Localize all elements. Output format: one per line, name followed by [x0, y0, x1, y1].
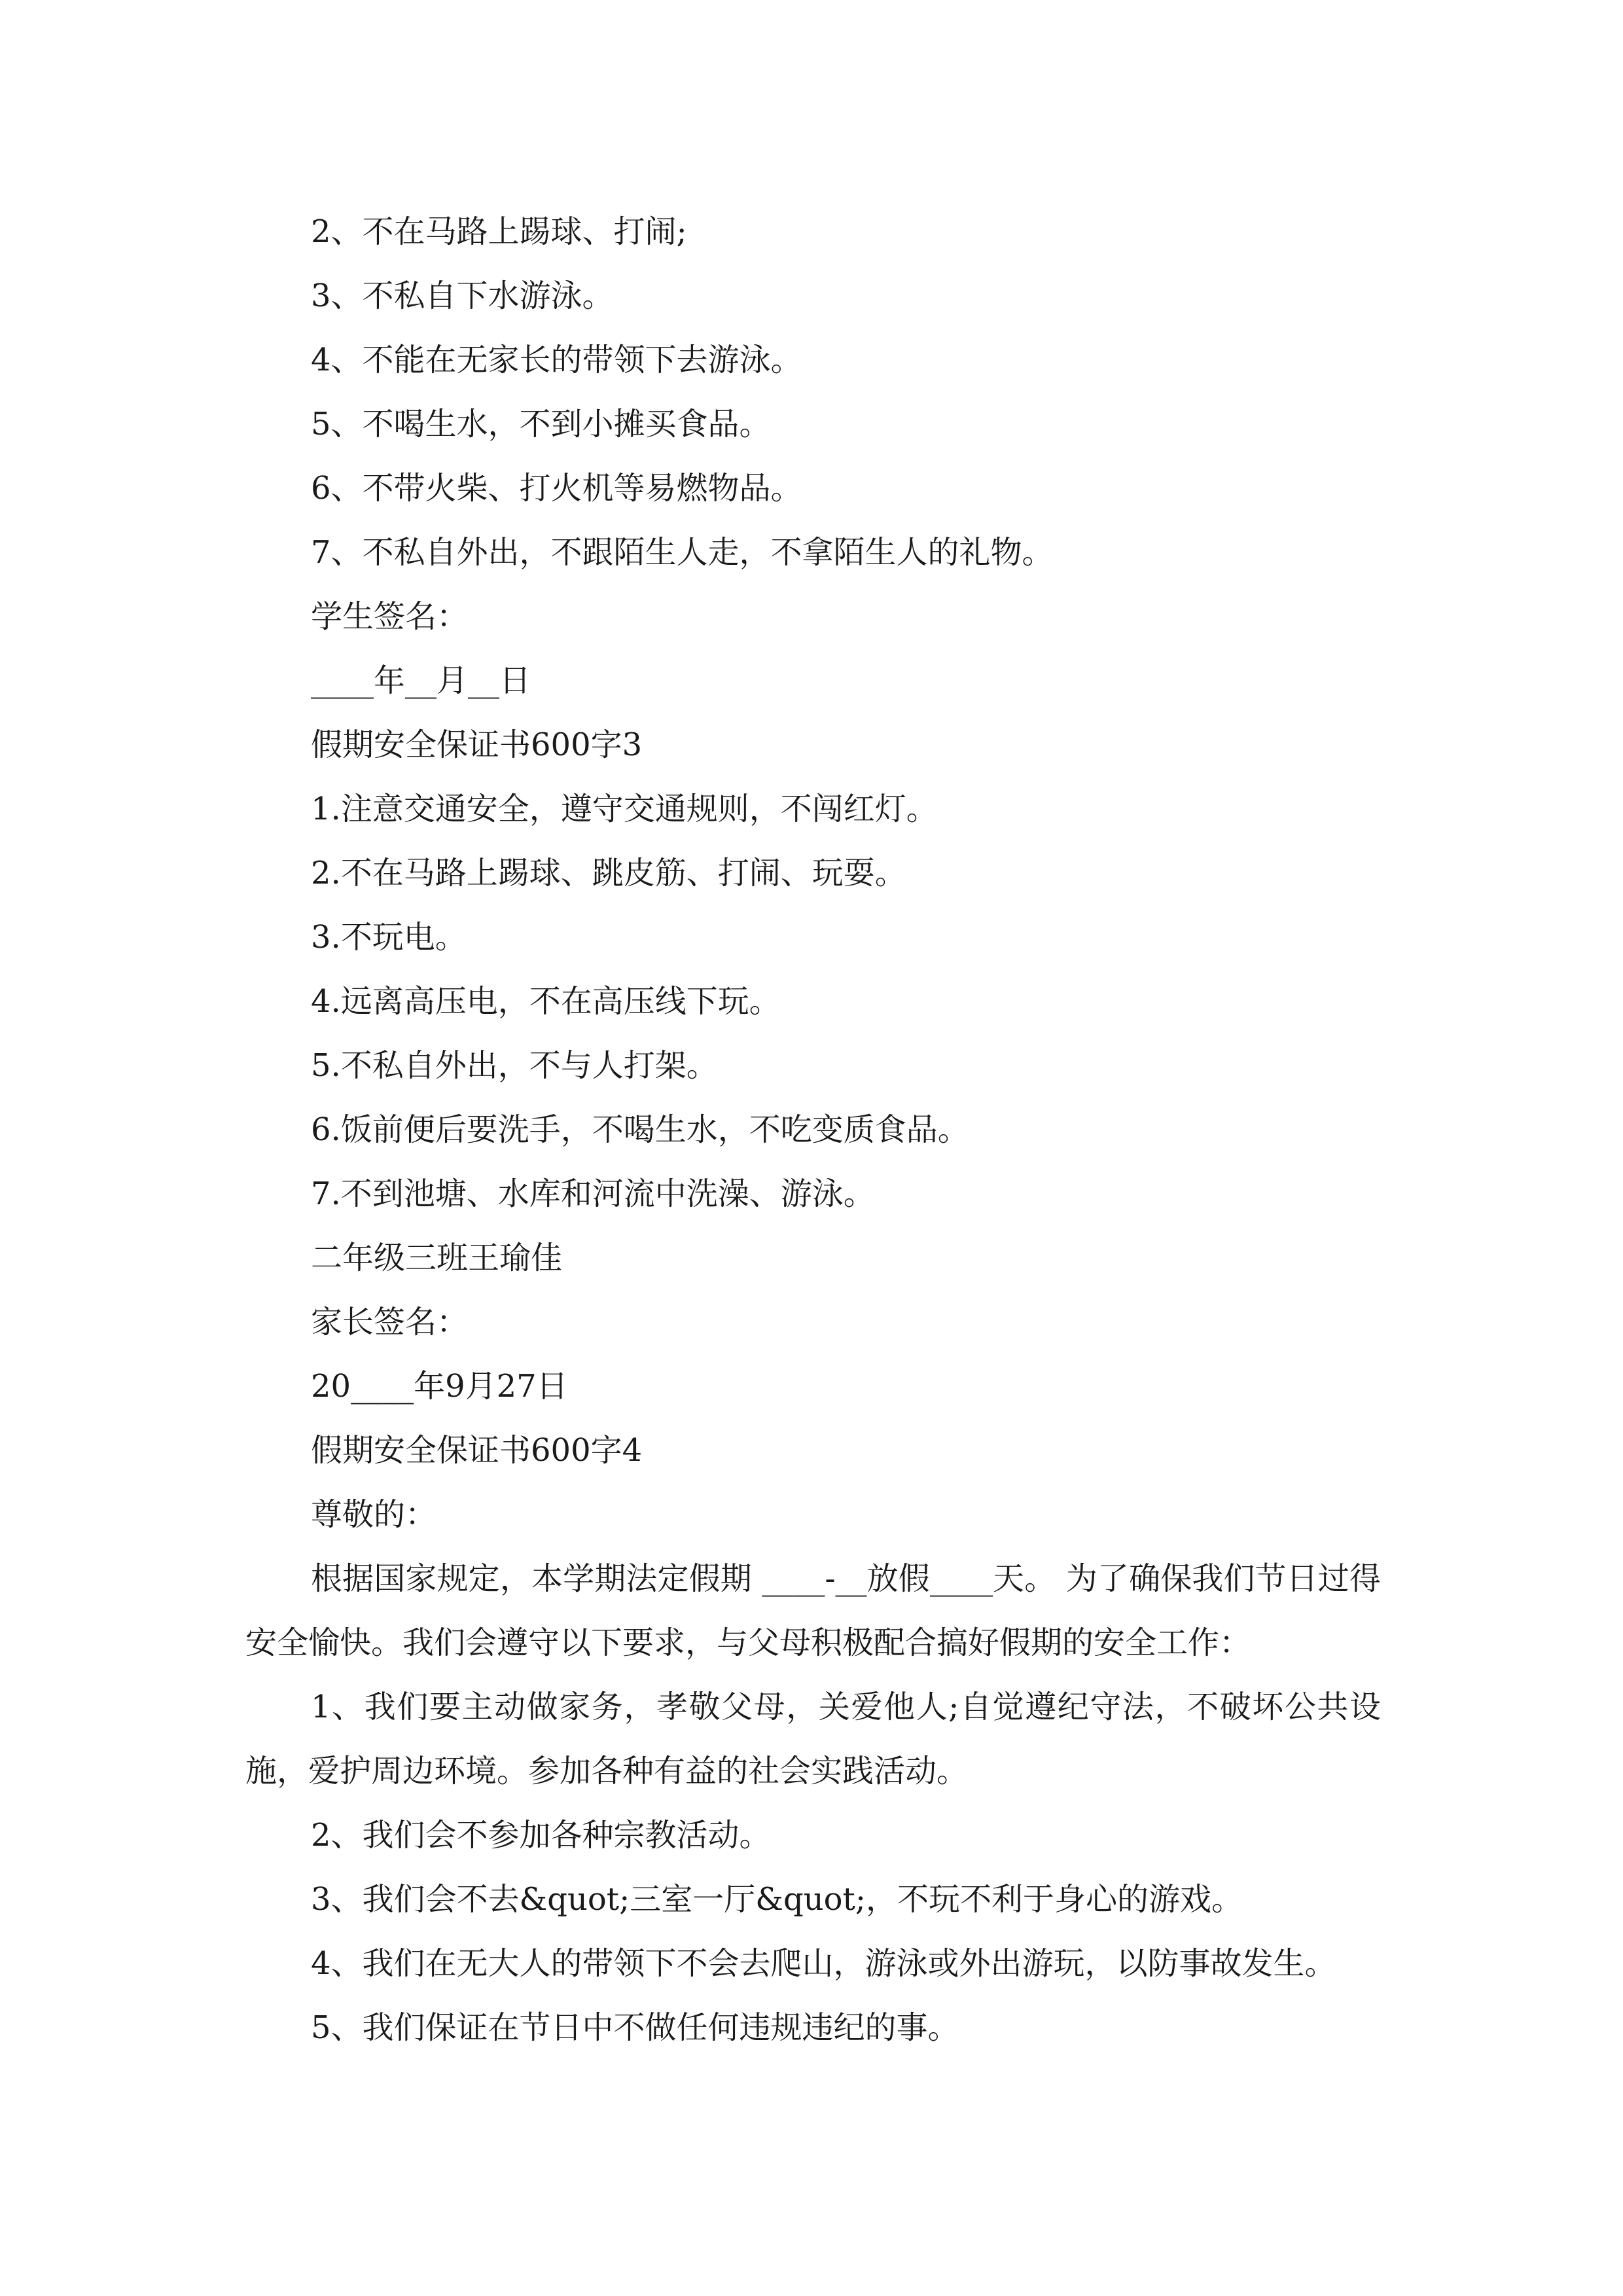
signature-date: ____年__月__日	[311, 662, 531, 699]
list-item: 1、我们要主动做家务，孝敬父母，关爱他人;自觉遵纪守法，不破坏公共设施，爱护周边环境。参加各种有益的社会实践活动。	[245, 1689, 1381, 1789]
list-item: 2.不在马路上踢球、跳皮筋、打闹、玩耍。	[311, 855, 906, 891]
signature-date: 20____年9月27日	[311, 1368, 568, 1405]
list-item: 3、不私自下水游泳。	[311, 278, 614, 314]
intro-paragraph: 根据国家规定，本学期法定假期 ____-__放假____天。 为了确保我们节日过得安全愉快。我们会遵守以下要求，与父母积极配合搞好假期的安全工作：	[245, 1560, 1381, 1661]
list-item: 5、不喝生水，不到小摊买食品。	[311, 406, 771, 442]
list-item: 3.不玩电。	[311, 919, 467, 956]
parent-signature-label: 家长签名：	[311, 1304, 469, 1340]
list-item: 5、我们保证在节日中不做任何违规违纪的事。	[311, 2009, 959, 2046]
greeting: 尊敬的：	[311, 1496, 437, 1533]
list-item: 6、不带火柴、打火机等易燃物品。	[311, 470, 802, 507]
class-name: 二年级三班王瑜佳	[311, 1240, 563, 1276]
list-item: 2、我们会不参加各种宗教活动。	[311, 1817, 771, 1854]
student-signature-label: 学生签名：	[311, 598, 469, 635]
section-title: 假期安全保证书600字4	[311, 1432, 643, 1469]
list-item: 5.不私自外出，不与人打架。	[311, 1047, 718, 1084]
list-item: 1.注意交通安全，遵守交通规则，不闯红灯。	[311, 791, 938, 827]
list-item: 4.远离高压电，不在高压线下玩。	[311, 983, 781, 1020]
list-item: 7、不私自外出，不跟陌生人走，不拿陌生人的礼物。	[311, 534, 1054, 571]
list-item: 3、我们会不去&quot;三室一厅&quot;，不玩不利于身心的游戏。	[311, 1881, 1243, 1918]
list-item: 2、不在马路上踢球、打闹;	[311, 213, 687, 250]
list-item: 4、不能在无家长的带领下去游泳。	[311, 342, 802, 378]
document-body	[245, 200, 1381, 2060]
list-item: 4、我们在无大人的带领下不会去爬山，游泳或外出游玩，以防事故发生。	[311, 1945, 1336, 1982]
list-item: 6.饭前便后要洗手，不喝生水，不吃变质食品。	[311, 1111, 969, 1148]
list-item: 7.不到池塘、水库和河流中洗澡、游泳。	[311, 1175, 875, 1212]
section-title: 假期安全保证书600字3	[311, 726, 643, 763]
